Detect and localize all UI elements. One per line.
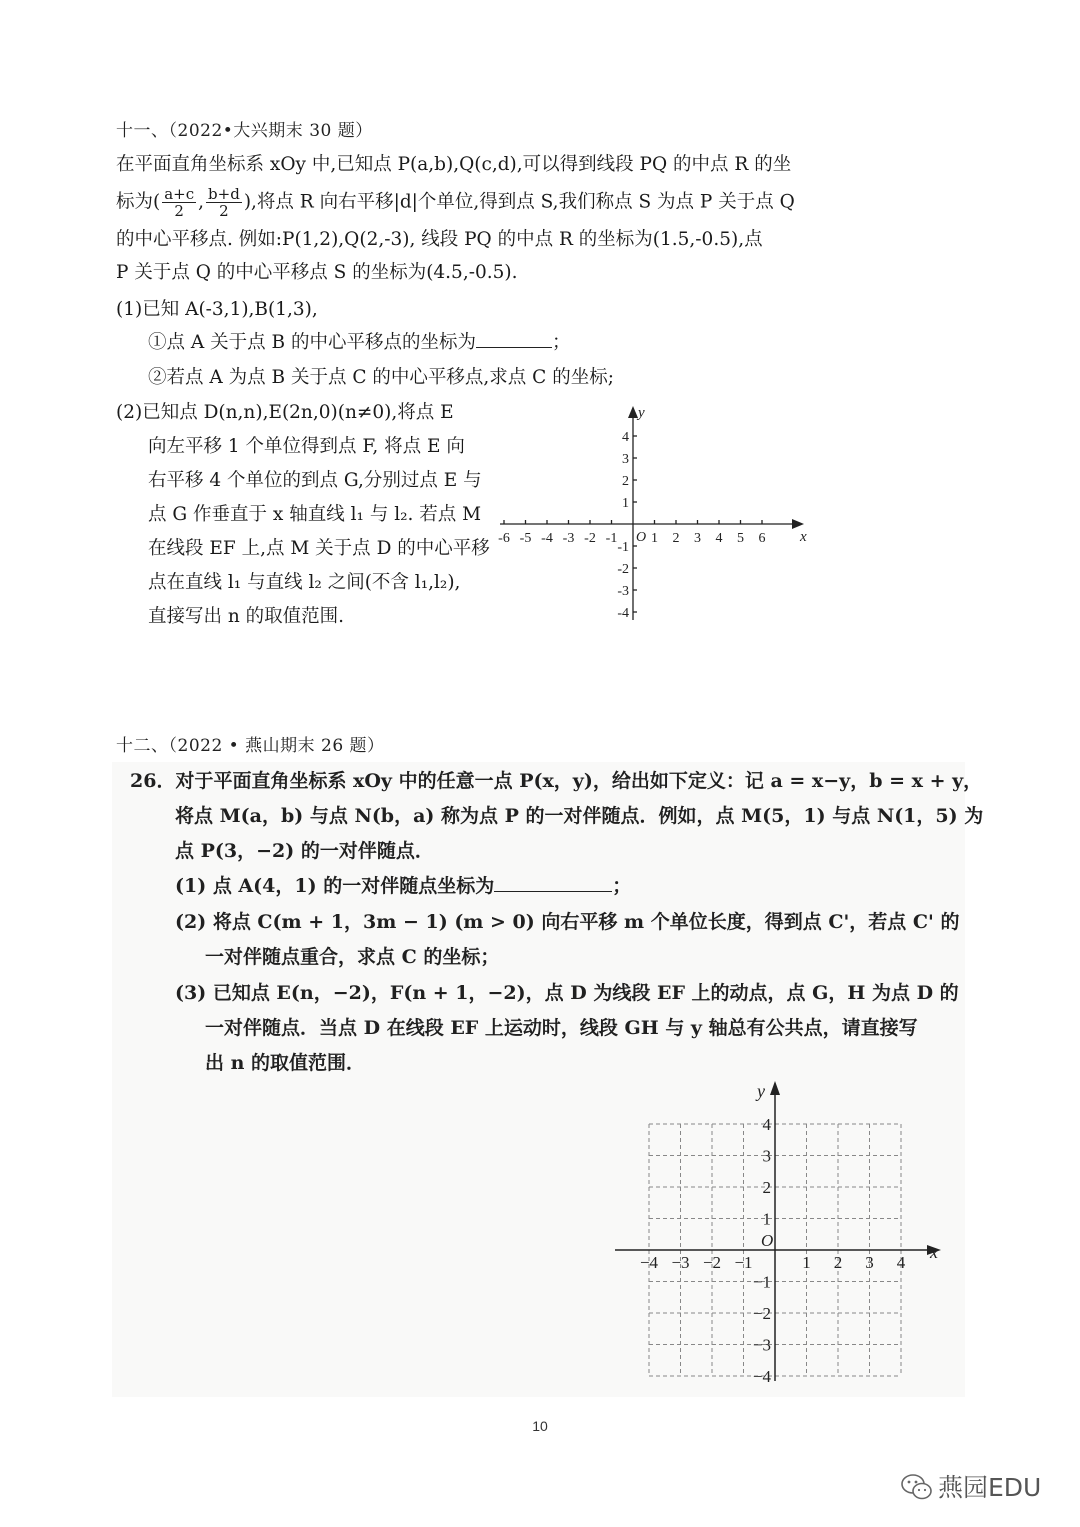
- x-tick-label: -3: [562, 531, 575, 546]
- x-tick-label: -6: [498, 531, 510, 546]
- fraction-b-plus-d: $\frac{b+d}{2}$: [208, 185, 240, 220]
- q12-line-3: 点 P(3，−2) 的一对伴随点．: [175, 840, 434, 862]
- x-tick-label: -1: [605, 531, 618, 546]
- q12-part3-line-2: 一对伴随点．当点 D 在线段 EF 上运动时，线段 GH 与 y 轴总有公共点，请直接写: [205, 1017, 918, 1039]
- x-tick-label: 4: [715, 531, 723, 546]
- q12-line-1: 26．对于平面直角坐标系 xOy 中的任意一点 P(x，y)，给出如下定义：记 a = x−y，b = x + y，: [130, 770, 983, 792]
- q11-part2-line-5: 在线段 EF 上,点 M 关于点 D 的中心平移: [148, 538, 490, 559]
- y-axis-arrow: [770, 1081, 780, 1095]
- q11-part1: (1)已知 A(-3,1),B(1,3),: [116, 299, 318, 320]
- wechat-icon: [900, 1472, 934, 1502]
- y-tick-label: -2: [617, 562, 629, 577]
- x-tick-label: −4: [639, 1253, 659, 1272]
- q11-heading: 十一、（2022•大兴期末 30 题）: [116, 121, 373, 141]
- q11-part2-line-1: (2)已知点 D(n,n),E(2n,0)(n≠0),将点 E: [116, 402, 454, 423]
- x-tick-label: 5: [737, 531, 744, 546]
- x-tick-label: -2: [584, 531, 596, 546]
- y-tick-label: 4: [622, 430, 629, 445]
- y-axis-label: y: [638, 405, 645, 421]
- q11-part1a: ①点 A 关于点 B 的中心平移点的坐标为 ；: [148, 328, 571, 358]
- q11-part1b: ②若点 A 为点 B 关于点 C 的中心平移点,求点 C 的坐标;: [148, 367, 614, 388]
- y-tick-label: −2: [752, 1304, 771, 1323]
- y-tick-label: 3: [762, 1146, 771, 1166]
- q11-part2-line-6: 点在直线 l₁ 与直线 l₂ 之间(不含 l₁,l₂),: [148, 572, 461, 593]
- x-tick-label: −3: [671, 1253, 690, 1272]
- q11-part2-line-3: 右平移 4 个单位的到点 G,分别过点 E 与: [148, 470, 482, 491]
- q12-coordinate-grid: [605, 1075, 955, 1387]
- x-tick-label: -4: [541, 531, 553, 546]
- origin-label: O: [761, 1231, 774, 1250]
- q11-part2-line-4: 点 G 作垂直于 x 轴直线 l₁ 与 l₂. 若点 M: [148, 504, 482, 525]
- x-tick-label: −1: [734, 1253, 753, 1272]
- x-tick-label: 4: [896, 1253, 906, 1272]
- watermark-text: 燕园EDU: [938, 1473, 1042, 1502]
- q12-part2-line-1: (2) 将点 C(m + 1，3m − 1) (m > 0) 向右平移 m 个单位长度，得到点 C'，若点 C' 的: [175, 911, 960, 933]
- x-tick-label: 2: [833, 1253, 843, 1272]
- y-tick-label: -4: [617, 606, 629, 621]
- y-tick-label: −1: [752, 1272, 771, 1292]
- x-tick-label: -5: [519, 531, 532, 546]
- q12-line-2: 将点 M(a，b) 与点 N(b，a) 称为点 P 的一对伴随点．例如，点 M(5，1) 与点 N(1，5) 为: [175, 805, 984, 827]
- y-tick-label: -1: [617, 540, 629, 555]
- y-tick-label: 2: [622, 474, 629, 489]
- y-tick-label: 4: [762, 1115, 771, 1134]
- y-tick-label: 1: [762, 1209, 771, 1229]
- x-axis-label: x: [800, 529, 807, 545]
- q11-coordinate-axes: [490, 398, 820, 633]
- answer-blank: [494, 871, 612, 892]
- q11-line-3: 的中心平移点. 例如:P(1,2),Q(2,-3), 线段 PQ 的中点 R 的坐标为(1.5,-0.5),点: [116, 229, 763, 250]
- q12-part3-line-3: 出 n 的取值范围．: [205, 1052, 366, 1074]
- y-tick-label: −4: [752, 1367, 771, 1386]
- q12-part1: (1) 点 A(4，1) 的一对伴随点坐标为 ；: [175, 869, 631, 903]
- y-tick-label: 2: [762, 1178, 771, 1197]
- fraction-a-plus-c: $\frac{a+c}{2}$: [164, 185, 195, 220]
- x-tick-label: 3: [865, 1253, 874, 1272]
- q11-line-1: 在平面直角坐标系 xOy 中,已知点 P(a,b),Q(c,d),可以得到线段 PQ 的中点 R 的坐: [116, 154, 792, 175]
- y-tick-label: −3: [752, 1335, 771, 1355]
- x-axis-arrow: [792, 519, 804, 529]
- origin-label: O: [636, 530, 647, 545]
- y-tick-label: 1: [622, 496, 629, 511]
- q12-part2-line-2: 一对伴随点重合，求点 C 的坐标；: [205, 946, 500, 968]
- y-axis-label: y: [757, 1081, 765, 1101]
- q12-heading: 十二、（2022 • 燕山期末 26 题）: [116, 736, 385, 756]
- x-tick-label: 1: [651, 531, 658, 546]
- x-tick-label: 3: [694, 531, 701, 546]
- x-tick-label: −2: [702, 1253, 722, 1272]
- q11-part2-line-2: 向左平移 1 个单位得到点 F, 将点 E 向: [148, 436, 465, 457]
- y-tick-label: -3: [617, 584, 629, 599]
- q11-line-2: 标为( $\frac{a+c}{2}$ , $\frac{b+d}{2}$ ),将点 R 向右平移|d|个单位,得到点 S,我们称点 S 为点 P 关于点 Q: [116, 185, 795, 220]
- x-tick-label: 2: [672, 531, 680, 546]
- x-tick-label: 1: [802, 1253, 811, 1272]
- y-tick-label: 3: [622, 452, 629, 467]
- q12-part3-line-1: (3) 已知点 E(n，−2)，F(n + 1，−2)，点 D 为线段 EF 上的动点，点 G，H 为点 D 的: [175, 982, 959, 1004]
- y-axis-arrow: [628, 406, 638, 418]
- answer-blank: [476, 329, 552, 348]
- page-number: 10: [532, 1418, 548, 1434]
- x-axis-label: x: [930, 1242, 938, 1262]
- x-tick-label: 6: [758, 531, 766, 546]
- q11-line-4: P 关于点 Q 的中心平移点 S 的坐标为(4.5,-0.5).: [116, 262, 518, 283]
- q11-part2-line-7: 直接写出 n 的取值范围.: [148, 606, 345, 627]
